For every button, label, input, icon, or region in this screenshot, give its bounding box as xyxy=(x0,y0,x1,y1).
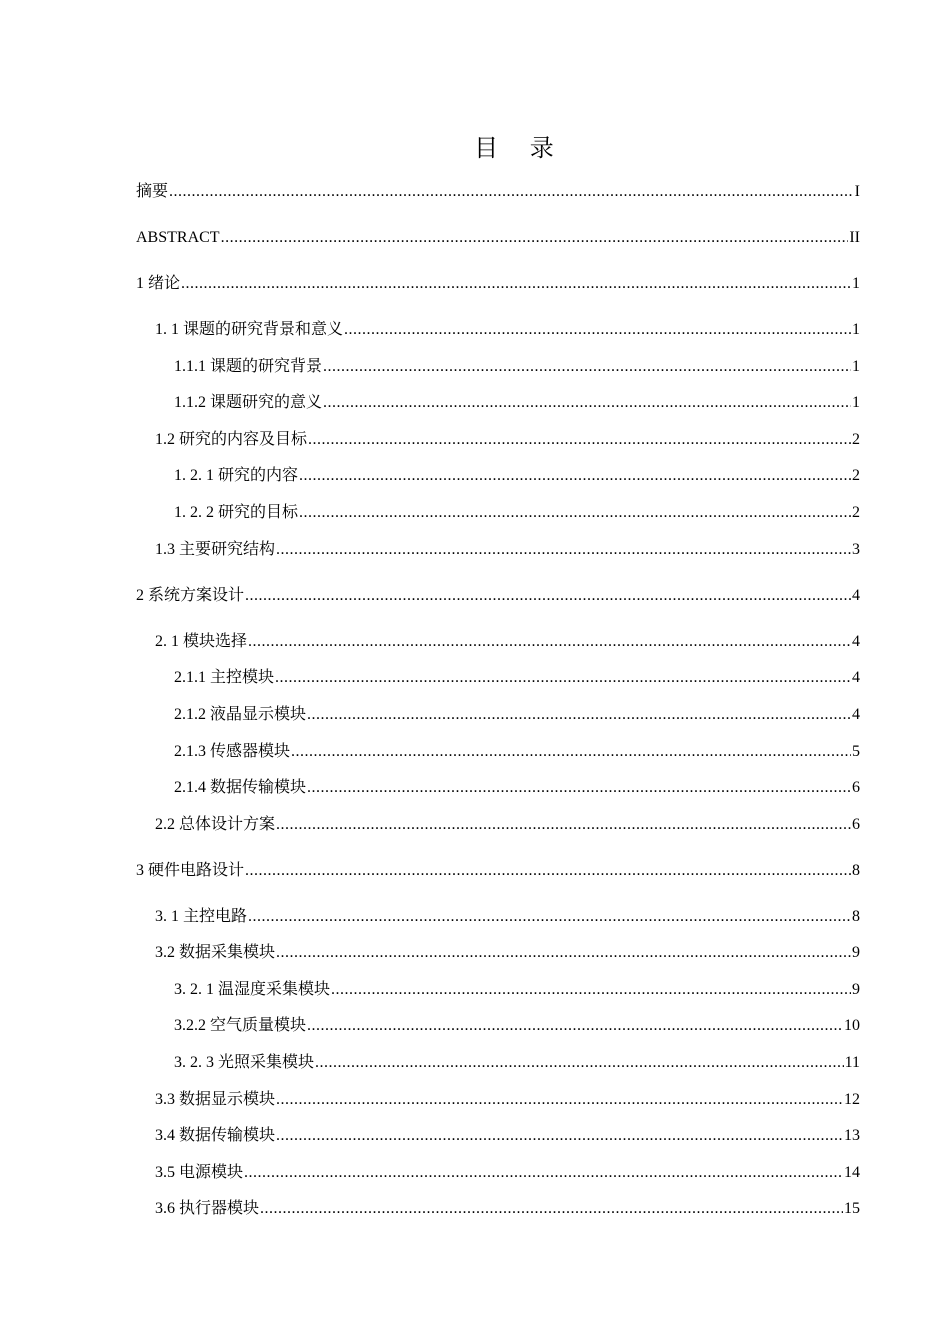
toc-dot-leader xyxy=(276,813,851,837)
toc-entry-page: 6 xyxy=(852,779,860,796)
toc-entry-section-1-2[interactable] xyxy=(0,428,860,452)
toc-entry-section-3-6[interactable] xyxy=(0,1197,860,1221)
toc-entry-label: 2.1.1 主控模块 xyxy=(174,669,275,686)
toc-entry-page: 8 xyxy=(852,908,860,925)
toc-entry-label: 1.3 主要研究结构 xyxy=(155,541,276,558)
toc-entry-page: 6 xyxy=(852,816,860,833)
toc-dot-leader xyxy=(245,859,851,883)
toc-dot-leader xyxy=(260,1197,843,1221)
toc-entry-label: ABSTRACT xyxy=(136,229,220,246)
toc-entry-chapter-3[interactable] xyxy=(0,859,860,883)
toc-entry-page: 14 xyxy=(844,1164,860,1181)
toc-entry-abstract-cn[interactable] xyxy=(0,180,860,204)
toc-entry-page: 1 xyxy=(852,275,860,292)
toc-dot-leader xyxy=(323,391,851,415)
toc-entry-section-1-2-2[interactable] xyxy=(0,501,860,525)
toc-entry-chapter-2[interactable] xyxy=(0,584,860,608)
toc-dot-leader xyxy=(221,226,849,250)
toc-dot-leader xyxy=(181,272,851,296)
toc-entry-label: 3.2 数据采集模块 xyxy=(155,944,276,961)
toc-entry-page: 8 xyxy=(852,862,860,879)
toc-entry-page: 1 xyxy=(852,321,860,338)
toc-entry-section-3-5[interactable] xyxy=(0,1161,860,1185)
toc-dot-leader xyxy=(307,776,851,800)
toc-entry-section-2-1[interactable] xyxy=(0,630,860,654)
toc-entry-page: 9 xyxy=(852,944,860,961)
toc-entry-label: 3.4 数据传输模块 xyxy=(155,1127,276,1144)
toc-dot-leader xyxy=(291,740,851,764)
toc-entry-page: I xyxy=(854,183,860,200)
toc-dot-leader xyxy=(276,1124,843,1148)
toc-dot-leader xyxy=(307,1014,843,1038)
toc-dot-leader xyxy=(299,501,851,525)
toc-entry-page: 11 xyxy=(844,1054,860,1071)
toc-entry-label: 1 绪论 xyxy=(136,275,181,292)
toc-title: 目 录 xyxy=(474,134,566,162)
toc-entry-section-1-1-1[interactable] xyxy=(0,355,860,379)
toc-entry-label: 2 系统方案设计 xyxy=(136,587,245,604)
toc-entry-label: 3 硬件电路设计 xyxy=(136,862,245,879)
toc-dot-leader xyxy=(248,630,851,654)
toc-dot-leader xyxy=(307,703,851,727)
toc-dot-leader xyxy=(299,464,851,488)
toc-entry-section-2-2[interactable] xyxy=(0,813,860,837)
toc-dot-leader xyxy=(276,941,851,965)
toc-entry-page: 1 xyxy=(852,394,860,411)
toc-entry-section-3-2-2[interactable] xyxy=(0,1014,860,1038)
toc-dot-leader xyxy=(244,1161,843,1185)
toc-dot-leader xyxy=(331,978,851,1002)
toc-dot-leader xyxy=(248,905,851,929)
toc-dot-leader xyxy=(169,180,854,204)
toc-entry-section-2-1-2[interactable] xyxy=(0,703,860,727)
toc-dot-leader xyxy=(323,355,851,379)
toc-entry-page: 10 xyxy=(844,1017,860,1034)
toc-entry-label: 1.1.2 课题研究的意义 xyxy=(174,394,323,411)
toc-dot-leader xyxy=(344,318,851,342)
toc-entry-section-2-1-4[interactable] xyxy=(0,776,860,800)
toc-entry-section-3-4[interactable] xyxy=(0,1124,860,1148)
toc-entry-label: 2.1.2 液晶显示模块 xyxy=(174,706,307,723)
toc-entry-label: 1. 2. 2 研究的目标 xyxy=(174,504,299,521)
toc-entry-chapter-1[interactable] xyxy=(0,272,860,296)
toc-entry-label: 2. 1 模块选择 xyxy=(155,633,248,650)
toc-entry-section-1-1[interactable] xyxy=(0,318,860,342)
toc-entry-label: 3. 2. 1 温湿度采集模块 xyxy=(174,981,331,998)
toc-entry-label: 3.3 数据显示模块 xyxy=(155,1091,276,1108)
toc-entry-label: 3.6 执行器模块 xyxy=(155,1200,260,1217)
toc-entry-page: 4 xyxy=(852,633,860,650)
toc-entry-section-2-1-1[interactable] xyxy=(0,666,860,690)
toc-entry-section-3-3[interactable] xyxy=(0,1088,860,1112)
toc-entry-label: 3.2.2 空气质量模块 xyxy=(174,1017,307,1034)
toc-entry-section-3-2-3[interactable] xyxy=(0,1051,860,1075)
toc-entry-page: 5 xyxy=(852,743,860,760)
toc-entry-section-3-2-1[interactable] xyxy=(0,978,860,1002)
toc-dot-leader xyxy=(275,666,851,690)
toc-entry-page: 13 xyxy=(844,1127,860,1144)
toc-entry-page: 4 xyxy=(852,587,860,604)
toc-dot-leader xyxy=(276,538,851,562)
toc-entry-page: 3 xyxy=(852,541,860,558)
toc-entry-section-1-3[interactable] xyxy=(0,538,860,562)
toc-entry-label: 3. 1 主控电路 xyxy=(155,908,248,925)
toc-entry-abstract-en[interactable] xyxy=(0,226,860,250)
toc-entry-page: 15 xyxy=(844,1200,860,1217)
toc-entry-label: 摘要 xyxy=(136,183,169,200)
toc-entry-section-3-2[interactable] xyxy=(0,941,860,965)
toc-entry-page: 2 xyxy=(852,467,860,484)
toc-entry-label: 1.2 研究的内容及目标 xyxy=(155,431,308,448)
toc-entry-label: 3. 2. 3 光照采集模块 xyxy=(174,1054,315,1071)
toc-entry-section-1-1-2[interactable] xyxy=(0,391,860,415)
toc-entry-label: 1.1.1 课题的研究背景 xyxy=(174,358,323,375)
toc-entry-page: 1 xyxy=(852,358,860,375)
toc-dot-leader xyxy=(245,584,851,608)
toc-entry-section-1-2-1[interactable] xyxy=(0,464,860,488)
toc-entry-label: 2.2 总体设计方案 xyxy=(155,816,276,833)
toc-entry-page: 2 xyxy=(852,504,860,521)
toc-entry-label: 1. 1 课题的研究背景和意义 xyxy=(155,321,344,338)
toc-entry-section-3-1[interactable] xyxy=(0,905,860,929)
toc-entry-label: 3.5 电源模块 xyxy=(155,1164,244,1181)
toc-entry-page: 4 xyxy=(852,706,860,723)
toc-entry-label: 1. 2. 1 研究的内容 xyxy=(174,467,299,484)
toc-entry-label: 2.1.4 数据传输模块 xyxy=(174,779,307,796)
toc-dot-leader xyxy=(276,1088,843,1112)
toc-entry-page: II xyxy=(849,229,860,246)
toc-entry-page: 9 xyxy=(852,981,860,998)
toc-entry-page: 2 xyxy=(852,431,860,448)
toc-entry-label: 2.1.3 传感器模块 xyxy=(174,743,291,760)
toc-dot-leader xyxy=(308,428,851,452)
toc-dot-leader xyxy=(315,1051,844,1075)
toc-entry-section-2-1-3[interactable] xyxy=(0,740,860,764)
toc-entry-page: 4 xyxy=(852,669,860,686)
toc-entry-page: 12 xyxy=(844,1091,860,1108)
